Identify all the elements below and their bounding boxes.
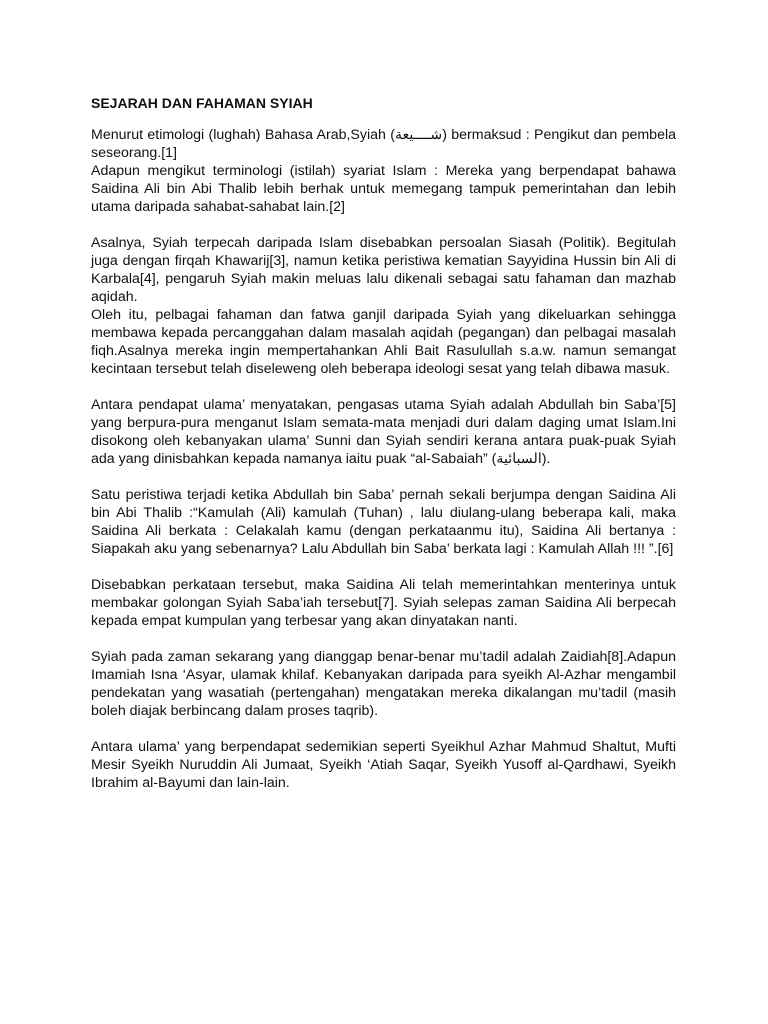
paragraph-terminology: Adapun mengikut terminologi (istilah) syariat Islam : Mereka yang berpendapat bahawa Saidina Ali bin Abi Thalib lebih berhak untuk memegang tampuk pemerintahan dan lebih utama daripada sahabat-sahabat lain.[2] bbox=[91, 163, 676, 215]
paragraph-etymology: Menurut etimologi (lughah) Bahasa Arab,Syiah (شــــيعة) bermaksud : Pengikut dan pembela seseorang.[1] bbox=[91, 127, 676, 161]
paragraph-spacer bbox=[91, 216, 676, 234]
paragraph-spacer bbox=[91, 378, 676, 396]
paragraph-spacer bbox=[91, 468, 676, 486]
paragraph-spacer bbox=[91, 558, 676, 576]
paragraph-event: Satu peristiwa terjadi ketika Abdullah bin Saba’ pernah sekali berjumpa dengan Saidina Ali bin Abi Thalib :“Kamulah (Ali) kamulah (Tuhan) , lalu diulang-ulang beberapa kali, maka Saidina Ali berkata : Celakalah kamu (dengan perkataanmu itu), Saidina Ali bertanya : Siapakah aku yang sebenarnya? Lalu Abdullah bin Saba’ berkata lagi : Kamulah Allah !!! ”.[6] bbox=[91, 487, 676, 557]
paragraph-scholars: Antara ulama’ yang berpendapat sedemikian seperti Syeikhul Azhar Mahmud Shaltut, Mufti Mesir Syeikh Nuruddin Ali Jumaat, Syeikh ‘Atiah Saqar, Syeikh Yusoff al-Qardhawi, Syeikh Ibrahim al-Bayumi dan lain-lain. bbox=[91, 739, 676, 791]
paragraph-spacer bbox=[91, 630, 676, 648]
paragraph-spacer bbox=[91, 720, 676, 738]
paragraph-fatwa: Oleh itu, pelbagai fahaman dan fatwa ganjil daripada Syiah yang dikeluarkan sehingga membawa kepada percanggahan dalam masalah aqidah (pegangan) dan pelbagai masalah fiqh.Asalnya mereka ingin mempertahankan Ahli Bait Rasulullah s.a.w. namun semangat kecintaan tersebut telah diseleweng oleh beberapa ideologi sesat yang telah dibawa masuk. bbox=[91, 307, 676, 377]
paragraph-consequence: Disebabkan perkataan tersebut, maka Saidina Ali telah memerintahkan menterinya untuk membakar golongan Syiah Saba’iah tersebut[7]. Syiah selepas zaman Saidina Ali berpecah kepada empat kumpulan yang terbesar yang akan dinyatakan nanti. bbox=[91, 577, 676, 629]
document-page bbox=[91, 94, 676, 792]
paragraph-founder: Antara pendapat ulama’ menyatakan, pengasas utama Syiah adalah Abdullah bin Saba’[5] yang berpura-pura menganut Islam semata-mata menjadi duri dalam daging umat Islam.Ini disokong oleh kebanyakan ulama’ Sunni dan Syiah sendiri kerana antara puak-puak Syiah ada yang dinisbahkan kepada namanya iaitu puak “al-Sabaiah” (السبائية). bbox=[91, 397, 676, 467]
paragraph-origin: Asalnya, Syiah terpecah daripada Islam disebabkan persoalan Siasah (Politik). Begitulah juga dengan firqah Khawarij[3], namun ketika peristiwa kematian Sayyidina Hussin bin Ali di Karbala[4], pengaruh Syiah makin meluas lalu dikenali sebagai satu fahaman dan mazhab aqidah. bbox=[91, 235, 676, 305]
paragraph-present-day: Syiah pada zaman sekarang yang dianggap benar-benar mu’tadil adalah Zaidiah[8].Adapun Imamiah Isna ‘Asyar, ulamak khilaf. Kebanyakan daripada para syeikh Al-Azhar mengambil pendekatan yang wasatiah (pertengahan) mengatakan mereka dikalangan mu’tadil (masih boleh diajak berbincang dalam proses taqrib). bbox=[91, 649, 676, 719]
document-title: SEJARAH DAN FAHAMAN SYIAH bbox=[91, 95, 313, 111]
